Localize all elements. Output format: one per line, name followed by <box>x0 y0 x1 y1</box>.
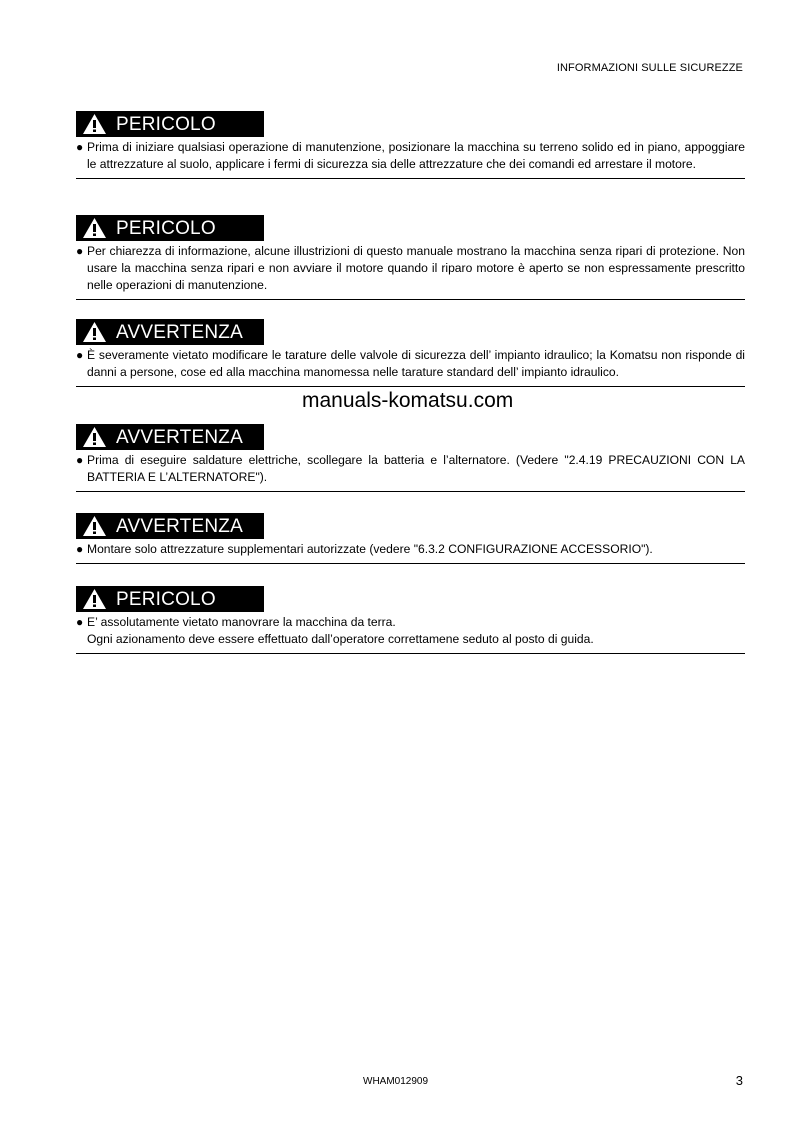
safety-text: Montare solo attrezzature supplementari autorizzate (vedere "6.3.2 CONFIGURAZIONE ACCESSORIO"). <box>87 542 653 556</box>
safety-text: Prima di iniziare qualsiasi operazione di manutenzione, posizionare la macchina su terreno solido ed in piano, appoggiare le attrezzature al suolo, applicare i fermi di sicurezza sia delle attrezzature che dei comandi ed arrestare il motore. <box>87 140 745 171</box>
safety-text: È severamente vietato modificare le tarature delle valvole di sicurezza dell’ impianto idraulico; la Komatsu non risponde di danni a persone, cose ed alla macchina manomessa nelle tarature standard dell’ impianto idraulico. <box>87 348 745 379</box>
warning-banner <box>76 319 264 345</box>
banner-label: AVVERTENZA <box>116 321 243 343</box>
safety-text: Prima di eseguire saldature elettriche, scollegare la batteria e l’alternatore. (Vedere "2.4.19 PRECAUZIONI CON LA BATTERIA E L’ALTERNATORE"). <box>87 453 745 484</box>
bullet: ● <box>76 244 84 258</box>
list-item <box>76 347 745 386</box>
danger-banner <box>76 215 264 241</box>
warning-banner <box>76 513 264 539</box>
safety-text <box>87 614 594 648</box>
list-item <box>76 614 745 653</box>
banner-label: PERICOLO <box>116 217 216 239</box>
bullet: ● <box>76 615 84 629</box>
warning-banner <box>76 424 264 450</box>
list-item <box>76 541 745 563</box>
list-item <box>76 139 745 178</box>
bullet: ● <box>76 542 84 556</box>
warning-triangle-icon <box>82 426 107 448</box>
banner-label: PERICOLO <box>116 113 216 135</box>
safety-block-1 <box>76 111 745 179</box>
safety-text-line: Ogni azionamento deve essere effettuato dall’operatore correttamene seduto al posto di guida. <box>87 632 594 646</box>
page-number: 3 <box>735 1073 743 1088</box>
safety-block-3 <box>76 319 745 387</box>
safety-text: Per chiarezza di informazione, alcune illustrizioni di questo manuale mostrano la macchina senza ripari di protezione. Non usare la macchina senza ripari e non avviare il motore quando il riparo motore è aperto se non espressamente prescritto nelle operazioni di manutenzione. <box>87 244 745 292</box>
danger-banner <box>76 111 264 137</box>
document-code: WHAM012909 <box>363 1076 429 1087</box>
bullet: ● <box>76 453 84 467</box>
banner-label: AVVERTENZA <box>116 426 243 448</box>
warning-triangle-icon <box>82 113 107 135</box>
watermark: manuals-komatsu.com <box>302 389 514 412</box>
bullet: ● <box>76 140 84 154</box>
warning-triangle-icon <box>82 588 107 610</box>
safety-text-line: E’ assolutamente vietato manovrare la macchina da terra. <box>87 615 396 629</box>
page-header-title: INFORMAZIONI SULLE SICUREZZE <box>556 62 743 74</box>
warning-triangle-icon <box>82 321 107 343</box>
banner-label: AVVERTENZA <box>116 515 243 537</box>
safety-block-6 <box>76 586 745 654</box>
list-item <box>76 243 745 299</box>
banner-label: PERICOLO <box>116 588 216 610</box>
safety-block-4 <box>76 424 745 492</box>
warning-triangle-icon <box>82 515 107 537</box>
safety-block-5 <box>76 513 745 564</box>
safety-block-2 <box>76 215 745 300</box>
danger-banner <box>76 586 264 612</box>
warning-triangle-icon <box>82 217 107 239</box>
bullet: ● <box>76 348 84 362</box>
list-item <box>76 452 745 491</box>
